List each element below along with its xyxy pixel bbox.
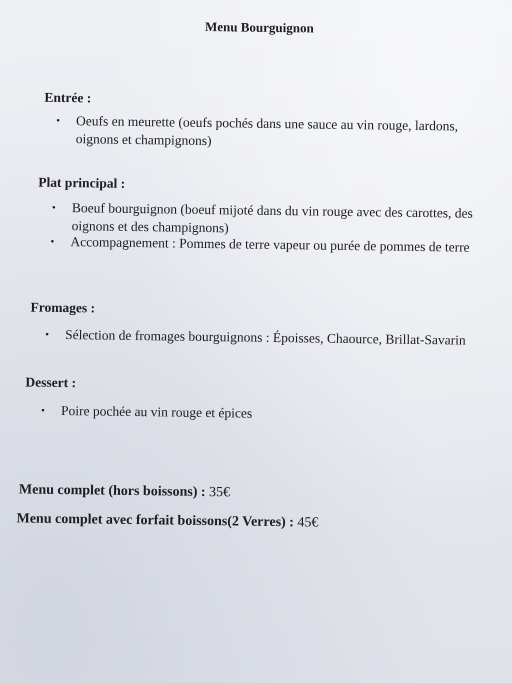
bullet-icon: • xyxy=(51,201,56,214)
price-value: 35€ xyxy=(209,485,231,501)
list-item-text: Accompagnement : Pommes de terre vapeur ou purée de pommes de terre xyxy=(70,234,470,255)
page-title: Menu Bourguignon xyxy=(204,18,314,36)
list-item-text: Boeuf bourguignon (boeuf mijoté dans du vin rouge avec des carottes, des oignons et des champignons) xyxy=(71,200,473,236)
bullet-icon: • xyxy=(56,114,61,127)
list-item xyxy=(56,112,496,154)
price-value: 45€ xyxy=(297,515,319,531)
bullet-icon: • xyxy=(45,328,50,341)
price-line-without-drinks xyxy=(19,482,230,501)
bullet-icon: • xyxy=(50,235,55,248)
list-item xyxy=(45,326,475,350)
list-item xyxy=(40,402,461,426)
section-heading-dessert: Dessert : xyxy=(25,374,77,391)
section-heading-entree: Entrée : xyxy=(44,89,92,106)
price-label: Menu complet (hors boissons) : xyxy=(18,482,206,501)
bullet-icon: • xyxy=(40,404,46,417)
list-item-text: Sélection de fromages bourguignons : Époisses, Chaource, Brillat-Savarin xyxy=(65,327,466,348)
list-item-text: Oeufs en meurette (oeufs pochés dans une sauce au vin rouge, lardons, oignons et champignons) xyxy=(75,113,459,149)
section-heading-plat-principal: Plat principal : xyxy=(38,174,126,191)
price-label: Menu complet avec forfait boissons(2 Verres) : xyxy=(16,511,295,531)
list-item-text: Poire pochée au vin rouge et épices xyxy=(60,403,253,421)
section-heading-fromages: Fromages : xyxy=(30,299,96,316)
price-line-with-drinks xyxy=(16,511,318,531)
